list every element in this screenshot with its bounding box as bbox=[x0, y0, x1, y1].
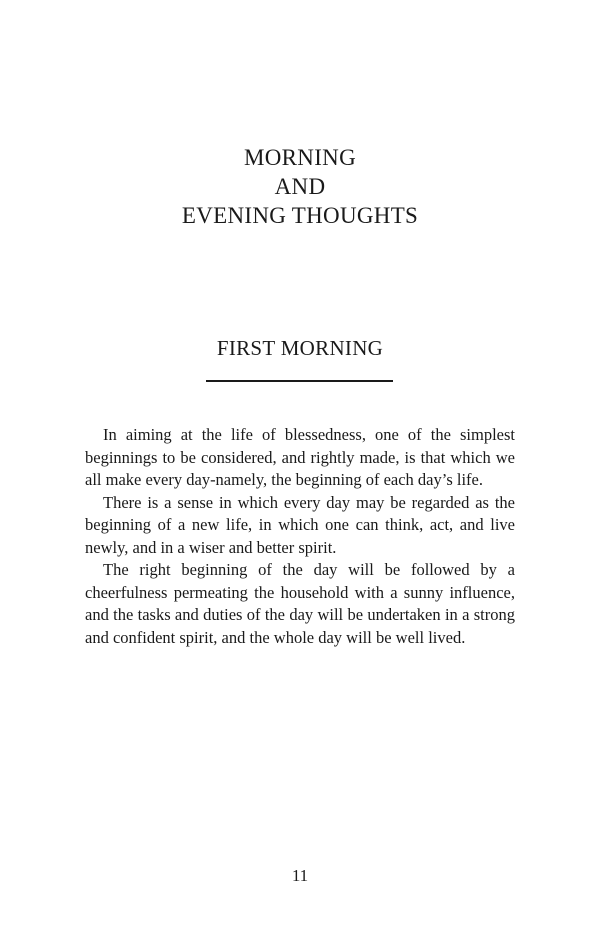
chapter-divider bbox=[206, 380, 393, 382]
paragraph-3: The right beginning of the day will be followed by a cheerfulness permeating the household with a sunny influence, and the tasks and duties of the day will be undertaken in a strong and confident spirit, and the whole day will be well lived. bbox=[85, 560, 515, 647]
book-title-line-3: EVENING THOUGHTS bbox=[181, 203, 419, 228]
body-text bbox=[85, 424, 515, 649]
page-number: 11 bbox=[291, 866, 309, 885]
paragraph-2: There is a sense in which every day may be regarded as the beginning of a new life, in which one can think, act, and live newly, and in a wiser and better spirit. bbox=[85, 492, 515, 557]
book-title bbox=[0, 143, 600, 230]
book-title-line-1: MORNING bbox=[244, 145, 356, 170]
chapter-title: FIRST MORNING bbox=[216, 336, 384, 360]
book-title-line-2: AND bbox=[274, 174, 326, 199]
paragraph-1: In aiming at the life of blessedness, one of the simplest beginnings to be considered, and rightly made, is that which we all make every day-namely, the beginning of each day’s life. bbox=[85, 425, 515, 489]
